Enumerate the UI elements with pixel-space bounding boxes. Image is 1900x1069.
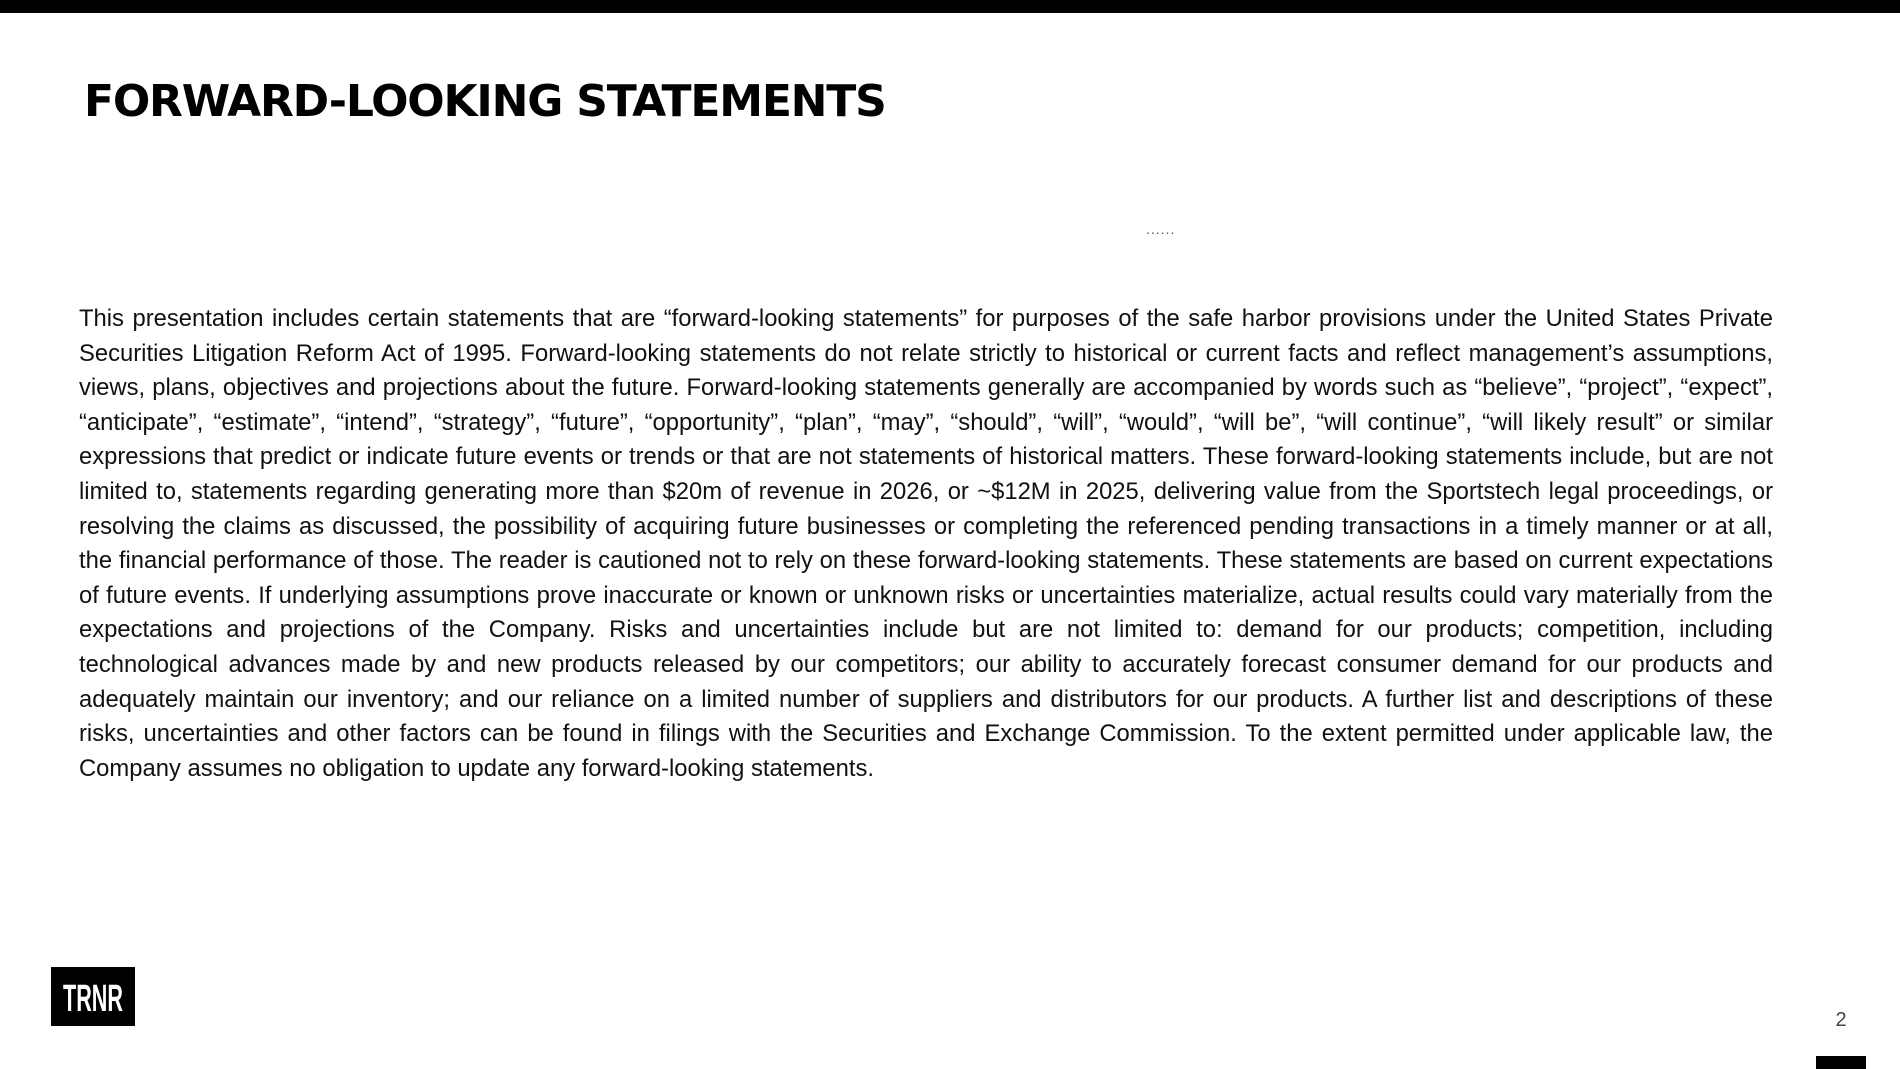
trnr-logo-icon <box>60 976 126 1018</box>
bottom-corner-block <box>1816 1056 1866 1069</box>
slide-title: FORWARD-LOOKING STATEMENTS <box>84 76 886 127</box>
svg-text:TRNR: TRNR <box>63 977 123 1020</box>
trnr-logo <box>51 967 135 1026</box>
decorative-dots: ...... <box>1146 221 1176 237</box>
top-accent-bar <box>0 0 1900 13</box>
page-number: 2 <box>1835 1009 1847 1031</box>
disclaimer-paragraph: This presentation includes certain statements that are “forward-looking statements” for purposes of the safe harbor provisions under the United States Private Securities Litigation Reform Act of 1995. Forward-looking statements do not relate strictly to historical or current facts and reflect management’s assumptions, views, plans, objectives and projections about the future. Forward-looking statements generally are accompanied by words such as “believe”, “project”, “expect”, “anticipate”, “estimate”, “intend”, “strategy”, “future”, “opportunity”, “plan”, “may”, “should”, “will”, “would”, “will be”, “will continue”, “will likely result” or similar expressions that predict or indicate future events or trends or that are not statements of historical matters. These forward-looking statements include, but are not limited to, statements regarding generating more than $20m of revenue in 2026, or ~$12M in 2025, delivering value from the Sportstech legal proceedings, or resolving the claims as discussed, the possibility of acquiring future businesses or completing the referenced pending transactions in a timely manner or at all, the financial performance of those. The reader is cautioned not to rely on these forward-looking statements. These statements are based on current expectations of future events. If underlying assumptions prove inaccurate or known or unknown risks or uncertainties materialize, actual results could vary materially from the expectations and projections of the Company. Risks and uncertainties include but are not limited to: demand for our products; competition, including technological advances made by and new products released by our competitors; our ability to accurately forecast consumer demand for our products and adequately maintain our inventory; and our reliance on a limited number of suppliers and distributors for our products. A further list and descriptions of these risks, uncertainties and other factors can be found in filings with the Securities and Exchange Commission. To the extent permitted under applicable law, the Company assumes no obligation to update any forward-looking statements. <box>79 305 1773 782</box>
